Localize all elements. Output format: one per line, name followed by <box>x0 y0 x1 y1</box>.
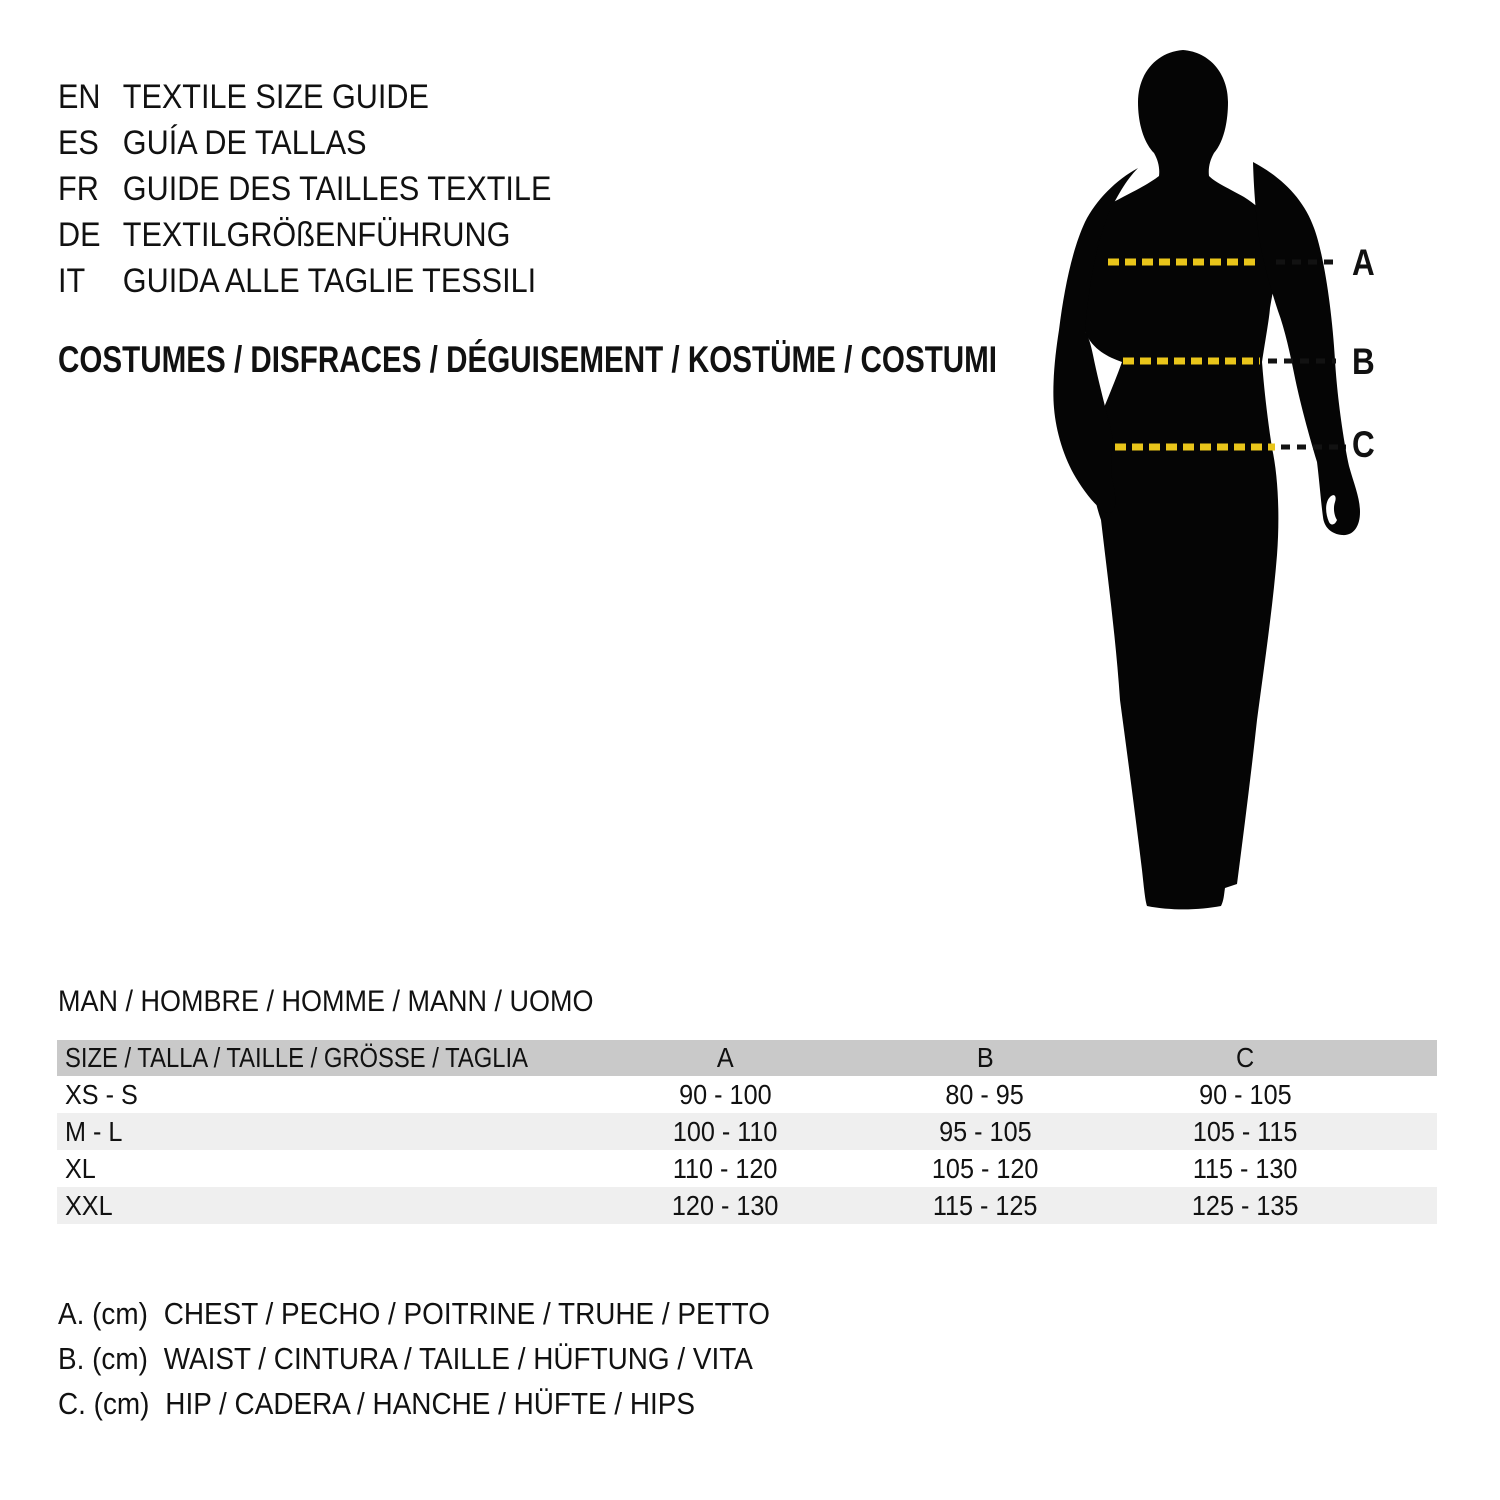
legend-row-chest <box>58 1296 849 1341</box>
language-row-it <box>58 258 606 304</box>
legend-text: CHEST / PECHO / POITRINE / TRUHE / PETTO <box>163 1296 770 1331</box>
cell-a: 110 - 120 <box>672 1153 778 1184</box>
language-row-es <box>58 120 606 166</box>
cell-size: XL <box>65 1153 96 1184</box>
cell-b: 115 - 125 <box>932 1190 1038 1221</box>
cell-size: XS - S <box>65 1079 138 1110</box>
measure-label-b: B <box>1352 341 1375 382</box>
cell-a: 120 - 130 <box>671 1190 779 1221</box>
language-code: ES <box>58 124 99 162</box>
header-cell-size: SIZE / TALLA / TAILLE / GRÖSSE / TAGLIA <box>65 1042 528 1073</box>
language-row-de <box>58 212 606 258</box>
cell-size: M - L <box>65 1116 123 1147</box>
language-row-fr <box>58 166 606 212</box>
legend-row-waist <box>58 1341 849 1386</box>
legend-text: HIP / CADERA / HANCHE / HÜFTE / HIPS <box>165 1386 695 1421</box>
cell-b: 105 - 120 <box>931 1153 1039 1184</box>
legend-key: B. (cm) <box>58 1341 148 1376</box>
language-title: GUÍA DE TALLAS <box>122 124 367 162</box>
section-title-man: MAN / HOMBRE / HOMME / MANN / UOMO <box>58 985 594 1018</box>
silhouette-torso-head-legs <box>1083 50 1281 909</box>
table-row-xs-s <box>57 1076 1437 1113</box>
language-code: IT <box>58 262 86 300</box>
measurement-legend <box>58 1296 849 1431</box>
cell-a: 100 - 110 <box>672 1116 778 1147</box>
cell-b: 95 - 105 <box>938 1116 1032 1147</box>
header-cell-c: C <box>1235 1042 1255 1073</box>
language-code: FR <box>58 170 99 208</box>
language-title: GUIDA ALLE TAGLIE TESSILI <box>122 262 537 300</box>
cell-size: XXL <box>65 1190 113 1221</box>
language-title: GUIDE DES TAILLES TEXTILE <box>122 170 552 208</box>
language-code: EN <box>58 78 101 116</box>
man-silhouette-svg <box>1038 50 1368 910</box>
cell-c: 115 - 130 <box>1192 1153 1298 1184</box>
legend-key: C. (cm) <box>58 1386 150 1421</box>
measure-label-a: A <box>1352 242 1375 283</box>
size-table-header <box>57 1040 1437 1076</box>
header-cell-b: B <box>976 1042 994 1073</box>
man-silhouette-figure <box>1038 50 1368 910</box>
cell-c: 105 - 115 <box>1192 1116 1298 1147</box>
language-title: TEXTILGRÖßENFÜHRUNG <box>122 216 511 254</box>
language-code: DE <box>58 216 101 254</box>
table-row-xl <box>57 1150 1437 1187</box>
header-cell-a: A <box>716 1042 734 1073</box>
legend-text: WAIST / CINTURA / TAILLE / HÜFTUNG / VITA <box>163 1341 753 1376</box>
legend-row-hip <box>58 1386 849 1431</box>
cell-c: 90 - 105 <box>1198 1079 1292 1110</box>
table-row-m-l <box>57 1113 1437 1150</box>
measure-label-c: C <box>1352 424 1375 465</box>
language-row-en <box>58 74 606 120</box>
language-title-list <box>58 74 606 304</box>
language-title: TEXTILE SIZE GUIDE <box>122 78 429 116</box>
category-line-text: COSTUMES / DISFRACES / DÉGUISEMENT / KOSTÜME / COSTUMI <box>58 339 998 380</box>
table-row-xxl <box>57 1187 1437 1224</box>
size-table <box>57 1040 1437 1224</box>
cell-c: 125 - 135 <box>1191 1190 1299 1221</box>
legend-key: A. (cm) <box>58 1296 148 1331</box>
cell-a: 90 - 100 <box>678 1079 772 1110</box>
cell-b: 80 - 95 <box>945 1079 1025 1110</box>
